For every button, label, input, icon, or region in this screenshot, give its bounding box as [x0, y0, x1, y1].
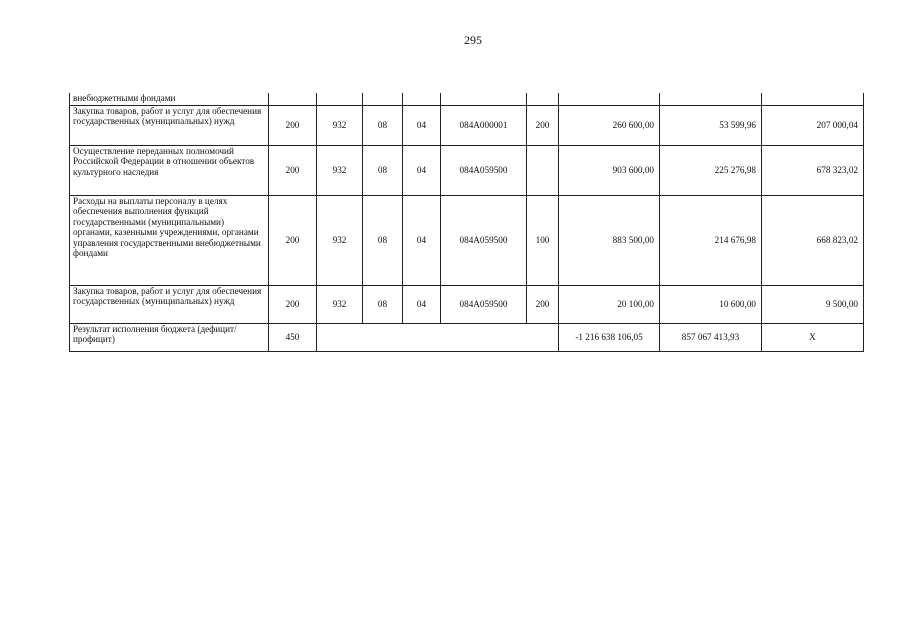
row-unexecuted — [762, 93, 864, 105]
row-executed: 53 599,96 — [660, 105, 762, 145]
row-line-code: 200 — [269, 285, 317, 323]
result-line-code: 450 — [269, 323, 317, 351]
row-approved — [559, 93, 660, 105]
row-unexecuted: 668 823,02 — [762, 195, 864, 285]
row-executed: 214 676,98 — [660, 195, 762, 285]
row-section-code: 08 — [363, 105, 403, 145]
row-target-code: 084A059500 — [441, 285, 527, 323]
table-row — [70, 195, 864, 285]
row-subsection-code — [403, 93, 441, 105]
row-executed — [660, 93, 762, 105]
row-admin-code: 932 — [317, 145, 363, 195]
result-approved: -1 216 638 106,05 — [559, 323, 660, 351]
row-unexecuted: 207 000,04 — [762, 105, 864, 145]
row-name: Расходы на выплаты персоналу в целях обеспечения выполнения функций государственными (муниципальными) органами, казенными учреждениями, органами управления государственными внебюджетными фондами — [70, 195, 269, 285]
row-name: Закупка товаров, работ и услуг для обеспечения государственных (муниципальных) нужд — [70, 105, 269, 145]
row-unexecuted: 9 500,00 — [762, 285, 864, 323]
result-unexecuted: X — [762, 323, 864, 351]
row-expense-type: 200 — [527, 285, 559, 323]
row-line-code: 200 — [269, 105, 317, 145]
row-target-code: 084A059500 — [441, 145, 527, 195]
row-approved: 883 500,00 — [559, 195, 660, 285]
table-row — [70, 285, 864, 323]
row-name: Осуществление переданных полномочий Российской Федерации в отношении объектов культурного наследия — [70, 145, 269, 195]
result-executed: 857 067 413,93 — [660, 323, 762, 351]
row-line-code: 200 — [269, 195, 317, 285]
row-admin-code: 932 — [317, 285, 363, 323]
row-section-code: 08 — [363, 285, 403, 323]
row-target-code: 084A059500 — [441, 195, 527, 285]
row-expense-type: 200 — [527, 105, 559, 145]
row-approved: 260 600,00 — [559, 105, 660, 145]
row-admin-code: 932 — [317, 105, 363, 145]
result-name: Результат исполнения бюджета (дефицит/профицит) — [70, 323, 269, 351]
table-row — [70, 145, 864, 195]
page-number: 295 — [464, 33, 482, 47]
table-row — [70, 105, 864, 145]
row-expense-type: 100 — [527, 195, 559, 285]
row-line-code — [269, 93, 317, 105]
row-expense-type — [527, 145, 559, 195]
row-section-code: 08 — [363, 145, 403, 195]
table-row — [70, 93, 864, 105]
row-section-code — [363, 93, 403, 105]
budget-execution-table — [69, 93, 864, 352]
row-executed: 10 600,00 — [660, 285, 762, 323]
row-subsection-code: 04 — [403, 145, 441, 195]
row-approved: 903 600,00 — [559, 145, 660, 195]
row-target-code — [441, 93, 527, 105]
row-admin-code: 932 — [317, 195, 363, 285]
row-name: внебюджетными фондами — [70, 93, 269, 105]
row-name: Закупка товаров, работ и услуг для обеспечения государственных (муниципальных) нужд — [70, 285, 269, 323]
result-row — [70, 323, 864, 351]
result-merged-empty — [317, 323, 559, 351]
row-unexecuted: 678 323,02 — [762, 145, 864, 195]
row-approved: 20 100,00 — [559, 285, 660, 323]
row-section-code: 08 — [363, 195, 403, 285]
row-target-code: 084A000001 — [441, 105, 527, 145]
row-line-code: 200 — [269, 145, 317, 195]
row-admin-code — [317, 93, 363, 105]
row-executed: 225 276,98 — [660, 145, 762, 195]
row-expense-type — [527, 93, 559, 105]
row-subsection-code: 04 — [403, 285, 441, 323]
row-subsection-code: 04 — [403, 105, 441, 145]
row-subsection-code: 04 — [403, 195, 441, 285]
